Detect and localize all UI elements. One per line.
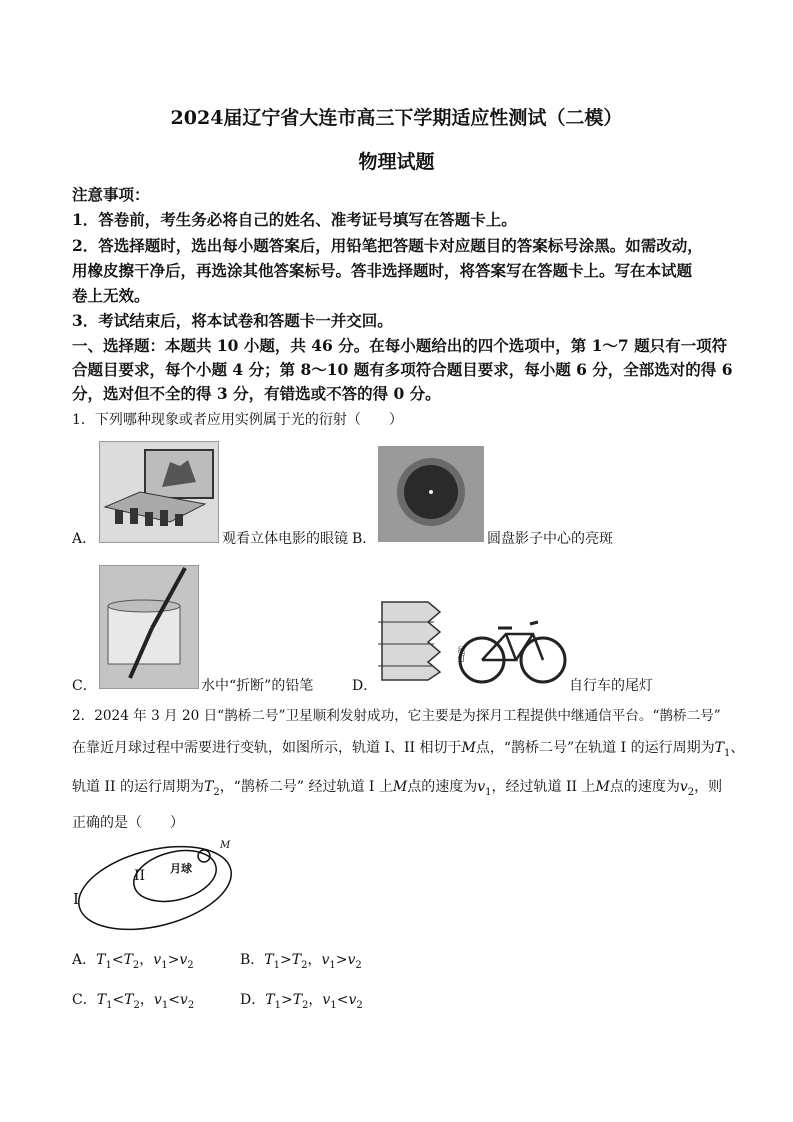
- q1-option-b-letter: B．: [352, 531, 377, 547]
- q2-t2: T: [203, 779, 214, 795]
- q2-t2-sub: 2: [213, 786, 220, 798]
- q2-option-a-letter: A．: [72, 952, 97, 968]
- q2-line-3-part-g: 点的速度为: [609, 779, 680, 795]
- notes-item-3: 3．考试结束后，将本试卷和答题卡一并交回。: [72, 311, 393, 330]
- q2-line-2-part-c: 点，“鹊桥二号”在轨道 I 的运行周期为: [475, 740, 715, 756]
- q2-option-d-v1: v: [322, 992, 331, 1008]
- bicycle-reflector-icon: [378, 600, 568, 690]
- q2-option-a-rel1: <: [111, 952, 124, 968]
- q2-option-d-t1: T: [265, 992, 275, 1008]
- q2-v1-sub: 1: [485, 786, 492, 798]
- moon-label: 月球: [170, 862, 192, 875]
- q2-option-b: B．$T_1>T_2$，$v_1>v_2$: [240, 952, 362, 971]
- q2-option-b-v2: v: [347, 952, 356, 968]
- q2-option-d-rel1: >: [280, 992, 293, 1008]
- poisson-spot-icon: [379, 447, 483, 541]
- q2-point-m-3: M: [595, 779, 610, 795]
- q1-option-c-image: [99, 565, 199, 689]
- q2-option-c-t2: T: [124, 992, 134, 1008]
- q2-option-c-v1: v: [153, 992, 162, 1008]
- q1-option-d-text: 自行车的尾灯: [569, 678, 653, 694]
- q2-option-d-rel2: <: [336, 992, 349, 1008]
- q2-option-b-v2-sub: 2: [355, 959, 362, 971]
- q2-option-d: D．$T_1>T_2$，$v_1<v_2$: [240, 992, 363, 1011]
- diagram-point-m-label: M: [220, 840, 231, 851]
- q2-option-c-v2-sub: 2: [187, 999, 195, 1011]
- q2-option-a-v1: v: [153, 952, 162, 968]
- q2-v2-sub: 2: [687, 786, 695, 798]
- q2-option-a-t2-sub: 2: [132, 959, 140, 971]
- q2-option-b-t2-sub: 2: [301, 959, 308, 971]
- q1-option-b-image: [378, 446, 484, 542]
- q2-option-c-v2: v: [179, 992, 188, 1008]
- q1-option-d-letter: D．: [352, 678, 378, 694]
- q2-option-b-t2: T: [291, 952, 302, 968]
- q2-option-d-v1-sub: 1: [330, 999, 337, 1011]
- q2-option-a-rel2: >: [167, 952, 180, 968]
- q2-option-b-t1-sub: 1: [273, 959, 281, 971]
- q2-option-a-v2: v: [179, 952, 188, 968]
- section-line-2: 合题目要求，每个小题 4 分；第 8～10 题有多项符合题目要求，每小题 6 分，全部选对的得 6: [72, 360, 733, 379]
- q1-option-a-image: [99, 441, 219, 543]
- q2-line-3-part-h: ，则: [694, 779, 723, 795]
- q2-option-d-v2-sub: 2: [356, 999, 363, 1011]
- q2-line-2-part-d: 、: [730, 740, 745, 756]
- orbit-1-label: I: [73, 890, 79, 908]
- q2-line-2: [72, 737, 744, 759]
- q2-option-d-t2: T: [292, 992, 303, 1008]
- notes-item-2a: 2．答选择题时，选出每小题答案后，用铅笔把答题卡对应题目的答案标号涂黑。如需改动，: [72, 236, 703, 255]
- q2-t1-sub: 1: [723, 747, 731, 759]
- q2-option-c-v1-sub: 1: [161, 999, 169, 1011]
- notes-item-2c: 卷上无效。: [72, 286, 150, 305]
- q2-line-3: [72, 776, 722, 798]
- q2-option-a-t1-sub: 1: [105, 959, 112, 971]
- q2-line-1: 2．2024 年 3 月 20 日“鹊桥二号”卫星顺利发射成功，它主要是为探月工程提供中继通信平台。“鹊桥二号”: [72, 708, 721, 724]
- q1-option-b-text: 圆盘影子中心的亮斑: [487, 531, 613, 547]
- q2-option-b-letter: B．: [240, 952, 265, 968]
- orbit-1-ellipse: [70, 838, 240, 933]
- q2-option-c: C．$T_1<T_2$，$v_1<v_2$: [72, 992, 195, 1011]
- q2-option-b-rel1: >: [280, 952, 292, 968]
- q2-option-d-t2-sub: 2: [302, 999, 309, 1011]
- q2-option-a-t1: T: [96, 952, 106, 968]
- notes-heading: 注意事项：: [72, 185, 150, 204]
- q2-line-3-part-e: ，经过轨道 II 上: [491, 779, 596, 795]
- q2-line-3-part-d: 点的速度为: [407, 779, 478, 795]
- q2-option-d-t1-sub: 1: [274, 999, 281, 1011]
- notes-item-2b: 用橡皮擦干净后，再选涂其他答案标号。答非选择题时，将答案写在答题卡上。写在本试题: [72, 261, 693, 280]
- q2-option-a: A．$T_1<T_2$，$v_1>v_2$: [72, 952, 194, 971]
- q2-line-2-part-a: 在靠近月球过程中需要进行变轨，如图所示，轨道 I、II 相切于: [72, 740, 462, 756]
- q2-t1: T: [714, 740, 724, 756]
- q2-option-a-v1-sub: 1: [161, 959, 168, 971]
- q1-option-c-letter: C．: [72, 678, 97, 694]
- q2-option-b-rel2: >: [335, 952, 348, 968]
- q1-option-c-text: 水中“折断”的铅笔: [201, 678, 314, 694]
- q2-option-c-t1-sub: 1: [106, 999, 113, 1011]
- q2-point-m-2: M: [392, 779, 408, 795]
- orbit-2-label: II: [134, 868, 146, 884]
- notes-item-1: 1．答卷前，考生务必将自己的姓名、准考证号填写在答题卡上。: [72, 210, 517, 229]
- q2-option-a-t2: T: [123, 952, 133, 968]
- orbit-diagram: [70, 838, 240, 933]
- page-title: 2024届辽宁省大连市高三下学期适应性测试（二模）: [170, 107, 623, 129]
- q2-line-3-part-a: 轨道 II 的运行周期为: [72, 779, 204, 795]
- q2-option-c-rel1: <: [112, 992, 125, 1008]
- orbit-diagram-svg: [70, 838, 240, 933]
- q2-option-b-t1: T: [264, 952, 274, 968]
- q2-option-b-v1-sub: 1: [329, 959, 336, 971]
- section-line-3: 分，选对但不全的得 3 分，有错选或不答的得 0 分。: [72, 384, 441, 403]
- q2-v1: v: [477, 779, 486, 795]
- q2-line-4: 正确的是（ ）: [72, 815, 184, 831]
- q2-option-b-v1: v: [321, 952, 330, 968]
- q2-point-m: M: [461, 740, 476, 756]
- q2-option-c-t2-sub: 2: [133, 999, 140, 1011]
- section-line-1: 一、选择题：本题共 10 小题，共 46 分。在每小题给出的四个选项中，第 1～7 题只有一项符: [72, 336, 728, 355]
- pencil-in-water-icon: [100, 566, 198, 688]
- q2-option-c-t1: T: [96, 992, 107, 1008]
- q2-option-d-v2: v: [348, 992, 357, 1008]
- q1-option-d-image: [378, 600, 568, 690]
- bike-tail-light-label: 尾灯: [457, 646, 466, 662]
- q1-stem: 1．下列哪种现象或者应用实例属于光的衍射（ ）: [72, 412, 403, 428]
- q2-option-c-letter: C．: [72, 992, 97, 1008]
- q2-line-3-part-b: ，“鹊桥二号” 经过轨道 I 上: [219, 779, 393, 795]
- q2-option-c-rel2: <: [168, 992, 180, 1008]
- q1-option-a-letter: A．: [72, 531, 97, 547]
- q2-option-d-letter: D．: [240, 992, 266, 1008]
- q2-option-a-v2-sub: 2: [187, 959, 194, 971]
- q2-v2: v: [679, 779, 688, 795]
- cinema-3d-icon: [100, 442, 218, 542]
- page-subtitle: 物理试题: [358, 151, 435, 173]
- q1-option-a-text: 观看立体电影的眼镜: [222, 531, 348, 547]
